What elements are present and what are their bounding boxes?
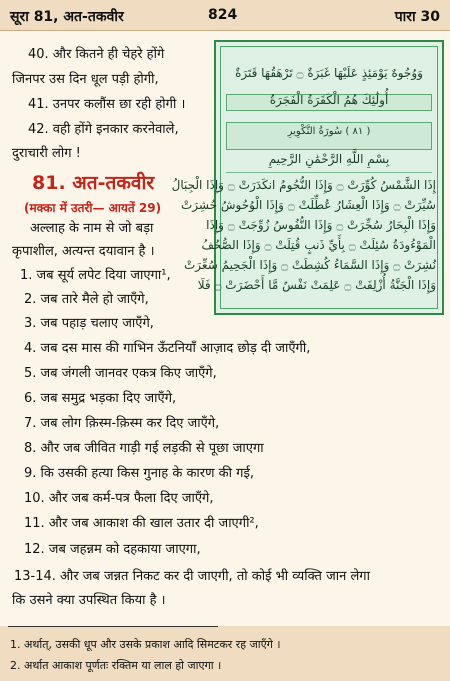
prev-verse-line: 41. उनपर कलौंस छा रही होगी ।: [28, 97, 186, 112]
prev-verse-line: 42. वही होंगे इनकार करनेवाले,: [28, 122, 179, 137]
verse-line: 7. जब लोग क़िस्म-क़िस्म कर दिए जाएँगे,: [24, 416, 220, 431]
prev-verse-line: 40. और कितने ही चेहरे होंगे: [28, 47, 165, 62]
arabic-text-panel: [171, 40, 444, 315]
verse-line: 8. और जब जीवित गाड़ी गई लड़की से पूछा जाएगा: [24, 441, 264, 456]
verse-line: 5. जब जंगली जानवर एकत्र किए जाएँगे,: [24, 366, 217, 381]
verse-line: 9. कि उसकी हत्या किस गुनाह के कारण की गई,: [24, 466, 254, 481]
footnote: 2. अर्थात आकाश पूर्णतः रक्तिम या लाल हो जाएगा ।: [10, 659, 222, 672]
arabic-line: إِذَا الشَّمْسُ كُوِّرَتْ ۝ وَإِذَا النُّجُومُ انكَدَرَتْ ۝ وَإِذَا الْجِبَالُ: [171, 178, 436, 192]
verse-line: 4. जब दस मास की गाभिन ऊँटनियाँ आज़ाद छोड़ दी जाएँगी,: [24, 341, 311, 356]
verse-line: कि उसने क्या उपस्थित किया है ।: [12, 593, 166, 608]
footnote-rule: [8, 626, 218, 627]
arabic-line: وَوُجُوهٌ يَوْمَئِذٍ عَلَيْهَا غَبَرَةٌ ۝ تَرْهَقُهَا قَتَرَةٌ: [235, 66, 423, 80]
prev-verse-line: दुराचारी लोग !: [12, 146, 81, 161]
arabic-line: وَإِذَا الْبِحَارُ سُجِّرَتْ ۝ وَإِذَا النُّفُوسُ زُوِّجَتْ ۝ وَإِذَا: [206, 218, 436, 232]
arabic-line: نُشِرَتْ ۝ وَإِذَا السَّمَاءُ كُشِطَتْ ۝ وَإِذَا الْجَحِيمُ سُعِّرَتْ: [184, 258, 436, 272]
verse-line: 2. जब तारे मैले हो जाएँगे,: [24, 292, 149, 307]
arabic-basmala: بِسْمِ اللَّهِ الرَّحْمَٰنِ الرَّحِيمِ: [268, 152, 390, 166]
verse-line: 1. जब सूर्य लपेट दिया जाएगा¹,: [20, 268, 171, 283]
verse-line: 6. जब समुद्र भड़का दिए जाएँगे,: [24, 391, 177, 406]
arabic-line: أُولَٰئِكَ هُمُ الْكَفَرَةُ الْفَجَرَةُ: [269, 93, 389, 107]
verse-line: 13-14. और जब जन्नत निकट कर दी जाएगी, तो कोई भी व्यक्ति जान लेगा: [14, 569, 370, 584]
basmala-line: कृपाशील, अत्यन्त दयावान है ।: [12, 244, 155, 259]
panel-divider: [226, 172, 432, 173]
surah-band-label: ( ٨١ ) سُورَةُ التَّكْوِيرِ: [287, 126, 371, 137]
surah-header-title: सूरा 81, अत-तकवीर: [10, 9, 124, 25]
arabic-line: سُيِّرَتْ ۝ وَإِذَا الْعِشَارُ عُطِّلَتْ ۝ وَإِذَا الْوُحُوشُ حُشِرَتْ: [181, 198, 436, 212]
verse-line: 3. जब पहाड़ चलाए जाएँगे,: [24, 316, 154, 331]
arabic-line: وَإِذَا الْجَنَّةُ أُزْلِفَتْ ۝ عَلِمَتْ نَفْسٌ مَّا أَحْضَرَتْ ۝ فَلَا: [197, 278, 436, 292]
verse-line: 12. जब जहन्नम को दहकाया जाएगा,: [24, 542, 201, 557]
surah-subheading: (मक्का में उतरी— आयतें 29): [24, 201, 162, 215]
page-header: [0, 0, 450, 31]
arabic-line: الْمَوْءُودَةُ سُئِلَتْ ۝ بِأَيِّ ذَنبٍ قُتِلَتْ ۝ وَإِذَا الصُّحُفُ: [201, 238, 436, 252]
para-label: पारा 30: [394, 9, 440, 25]
basmala-line: अल्लाह के नाम से जो बड़ा: [30, 221, 154, 236]
surah-heading: 81. अत-तकवीर: [32, 172, 155, 194]
verse-line: 11. और जब आकाश की खाल उतार दी जाएगी²,: [24, 516, 259, 531]
prev-verse-line: जिनपर उस दिन धूल पड़ी होगी,: [12, 72, 159, 87]
page-number: 824: [208, 7, 238, 23]
verse-line: 10. और जब कर्म-पत्र फैला दिए जाएँगे,: [24, 491, 214, 506]
footnote: 1. अर्थात्, उसकी धूप और उसके प्रकाश आदि सिमटकर रह जाएँगे ।: [10, 638, 281, 651]
